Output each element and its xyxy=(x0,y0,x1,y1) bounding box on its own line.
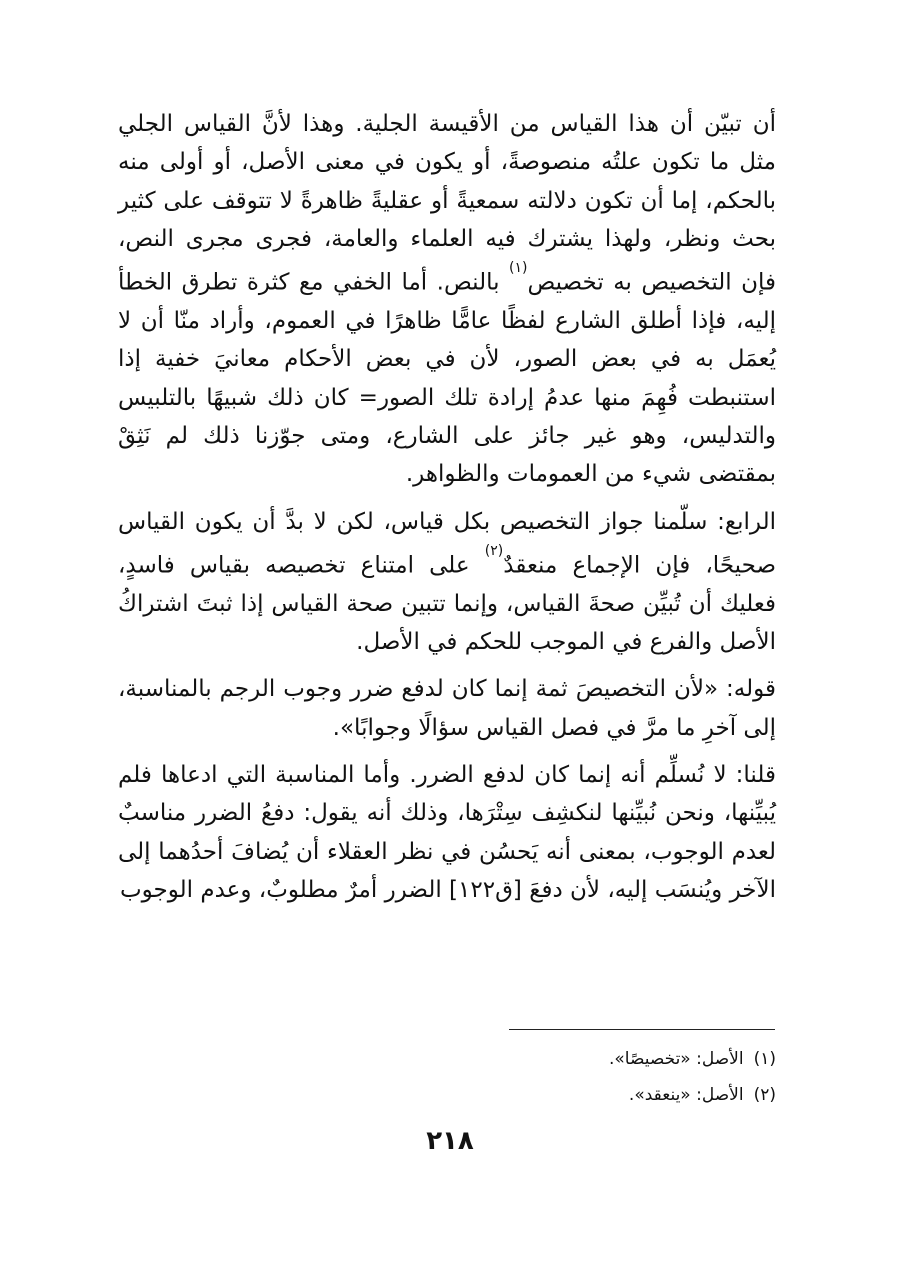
paragraph-1-text-a: أن تبيّن أن هذا القياس من الأقيسة الجلية. وهذا لأنَّ القياس الجلي مثل ما تكون علتُه منصوصةً، أو يكون في معنى الأصل، أو أولى منه بالحكم، إما أن تكون دلالته سمعيةً أو عقليةً ظاهرةً لا تتوقف على كثير بحث ونظر، ولهذا يشترك فيه العلماء والعامة، فجرى مجرى النص، فإن التخصيص به تخصيص xyxy=(118,111,777,296)
footnotes xyxy=(376,1041,776,1113)
paragraph-1 xyxy=(118,105,776,494)
paragraph-3 xyxy=(118,670,776,747)
paragraph-2-text-b: على امتناع تخصيصه بقياس فاسدٍ، فعليك أن تُبيِّن صحةَ القياس، وإنما تتبين صحة القياس إذا ثبتَ اشتراكُ الأصل والفرع في الموجب للحكم في الأصل. xyxy=(118,552,776,656)
footnote-2-number: (٢) xyxy=(753,1085,776,1105)
footnote-separator xyxy=(509,1029,775,1030)
footnote-ref-2: (٢) xyxy=(484,542,504,559)
main-text xyxy=(118,105,776,909)
footnote-1 xyxy=(376,1041,776,1077)
footnote-1-number: (١) xyxy=(753,1049,776,1069)
footnote-2 xyxy=(376,1077,776,1113)
paragraph-4 xyxy=(118,756,776,909)
paragraph-1-text-b: بالنص. أما الخفي مع كثرة تطرق الخطأ إليه، فإذا أطلق الشارع لفظًا عامًّا ظاهرًا في العموم، وأراد منّا أن لا يُعمَل به في بعض الصور، لأن في بعض الأحكام معانيَ خفية إذا استنبطت فُهِمَ منها عدمُ إرادة تلك الصور= كان ذلك شبيهًا بالتلبيس والتدليس، وهو غير جائز على الشارع، ومتى جوّزنا ذلك لم نَثِقْ بمقتضى شيء من العمومات والظواهر. xyxy=(118,269,776,488)
page-number: ٢١٨ xyxy=(426,1126,474,1156)
paragraph-2-text-a: الرابع: سلّمنا جواز التخصيص بكل قياس، لكن لا بدَّ أن يكون القياس صحيحًا، فإن الإجماع منعقدٌ xyxy=(118,508,776,579)
paragraph-4-text: قلنا: لا نُسلِّم أنه إنما كان لدفع الضرر. وأما المناسبة التي ادعاها فلم يُبيِّنها، ونحن نُبيِّنها لنكشِف سِتْرَها، وذلك أنه يقول: دفعُ الضرر مناسبٌ لعدم الوجوب، بمعنى أنه يَحسُن في نظر العقلاء أن يُضافَ أحدُهما إلى الآخر ويُنسَب إليه، لأن دفعَ [ق١٢٢] الضرر أمرٌ مطلوبٌ، وعدم الوجوب xyxy=(118,762,776,903)
footnote-1-text: الأصل: «تخصيصًا». xyxy=(609,1049,744,1069)
footnote-ref-1: (١) xyxy=(508,260,528,277)
footnote-2-text: الأصل: «ينعقد». xyxy=(628,1085,744,1105)
paragraph-3-text: قوله: «لأن التخصيصَ ثمة إنما كان لدفع ضرر وجوب الرجم بالمناسبة، إلى آخرِ ما مرَّ في فصل القياس سؤالًا وجوابًا». xyxy=(118,676,776,741)
paragraph-2 xyxy=(118,503,776,662)
